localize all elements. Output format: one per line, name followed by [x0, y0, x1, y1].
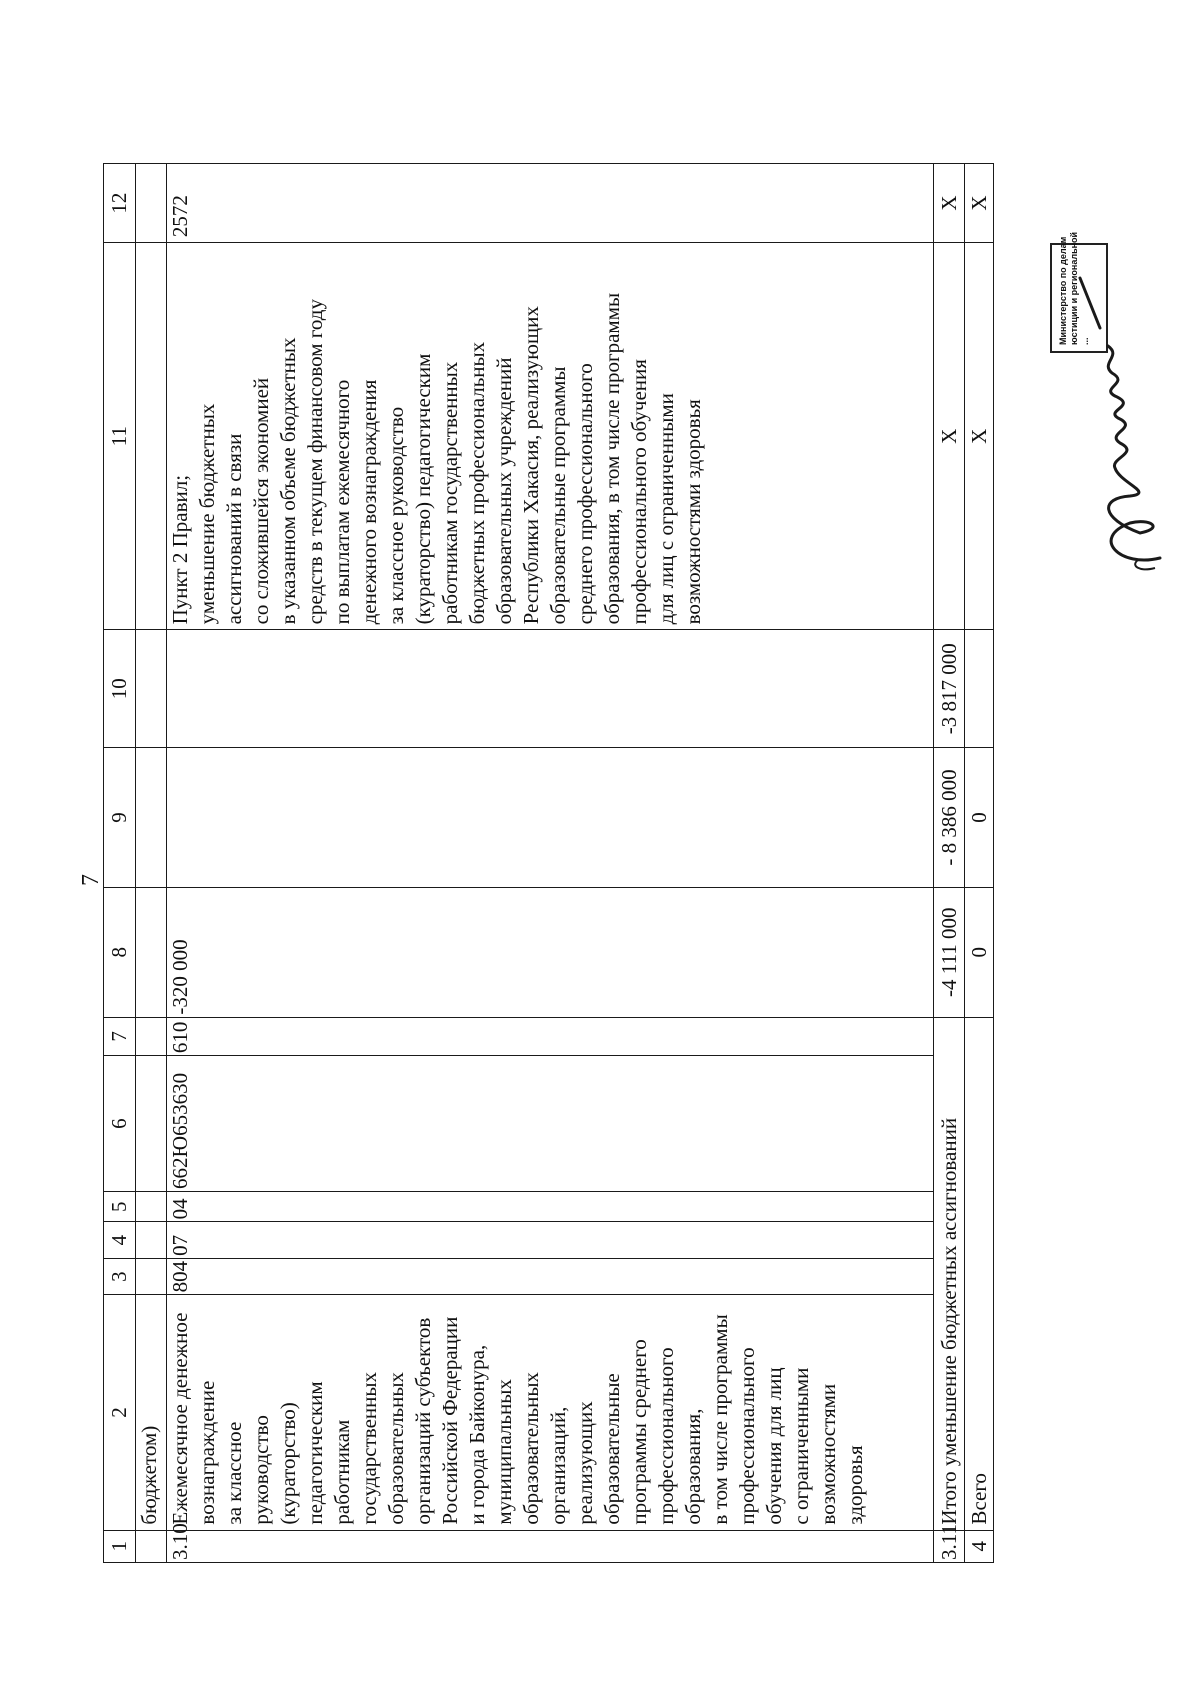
- change-basis: Пункт 2 Правил; уменьшение бюджетных ассигнований в связи со сложившейся экономией в указанном объеме бюджетных средств в текущем финансовом году по выплатам ежемесячного денежного вознаграждения за классное руководство (кураторство) педагогическим работникам государственных бюджетных профессиональных образовательных учреждений Республики Хакасия, реализующих образовательные программы среднего профессионального образования, в том числе программы профессионального обучения для лиц с ограниченными возможностями здоровья: [167, 243, 934, 630]
- target-article-code: 662Ю653630: [167, 1056, 934, 1192]
- section-code: 07: [167, 1222, 934, 1258]
- budget-table: [103, 163, 994, 1563]
- table-row-4: [965, 164, 994, 1563]
- cell: [136, 748, 167, 888]
- all-col10: [965, 630, 994, 748]
- header-cell: 1: [104, 1530, 136, 1562]
- continuation-text: бюджетом): [136, 1295, 167, 1530]
- expense-name: Ежемесячное денежное вознаграждение за классное руководство (кураторство) педагогическим работникам государственных образовательных организаций субъектов Российской Федерации и города Байконура, муниципальных образовательных организаций, реализующих образовательные программы среднего профессионального образования, в том числе программы профессионального обучения для лиц с ограниченными возможностями здоровья: [167, 1295, 934, 1530]
- col12-value: 2572: [167, 164, 934, 243]
- total-col11: X: [934, 243, 965, 630]
- total-col8: -4 111 000: [934, 887, 965, 1017]
- header-cell: 10: [104, 630, 136, 748]
- ministry-code: 804: [167, 1258, 934, 1294]
- expense-type-code: 610: [167, 1017, 934, 1056]
- cell: [136, 630, 167, 748]
- header-cell: 12: [104, 164, 136, 243]
- header-cell: 8: [104, 887, 136, 1017]
- all-label: Всего: [965, 1017, 994, 1530]
- handwritten-signature: [1060, 258, 1180, 578]
- table-row-3-11: [934, 164, 965, 1563]
- stamp-line: ...: [1080, 337, 1090, 345]
- total-col12: X: [934, 164, 965, 243]
- subsection-code: 04: [167, 1192, 934, 1222]
- total-col9: - 8 386 000: [934, 748, 965, 888]
- header-cell: 6: [104, 1056, 136, 1192]
- header-cell: 11: [104, 243, 136, 630]
- cell: [136, 1192, 167, 1222]
- row-number: 3.11: [934, 1530, 965, 1562]
- stamp-line: юстиции и региональной: [1069, 231, 1079, 345]
- table-row-3-10: [167, 164, 934, 1563]
- cell: [136, 243, 167, 630]
- cell: [136, 1056, 167, 1192]
- all-col8: 0: [965, 887, 994, 1017]
- header-cell: 7: [104, 1017, 136, 1056]
- header-row: [104, 164, 136, 1563]
- amount-col8: -320 000: [167, 887, 934, 1017]
- cell: [136, 1017, 167, 1056]
- amount-col9: [167, 748, 934, 888]
- page-number: 7: [78, 874, 104, 886]
- cell: [136, 887, 167, 1017]
- cell: [136, 1530, 167, 1562]
- header-cell: 3: [104, 1258, 136, 1294]
- cell: [136, 1258, 167, 1294]
- cell: [136, 1222, 167, 1258]
- all-col11: X: [965, 243, 994, 630]
- header-cell: 2: [104, 1295, 136, 1530]
- cell: [136, 164, 167, 243]
- all-col12: X: [965, 164, 994, 243]
- header-cell: 9: [104, 748, 136, 888]
- amount-col10: [167, 630, 934, 748]
- header-cell: 4: [104, 1222, 136, 1258]
- continuation-row: [136, 164, 167, 1563]
- row-number: 4: [965, 1530, 994, 1562]
- stamp-line: Министерство по делам: [1058, 236, 1068, 345]
- total-label: Итого уменьшение бюджетных ассигнований: [934, 1017, 965, 1530]
- total-col10: -3 817 000: [934, 630, 965, 748]
- all-col9: 0: [965, 748, 994, 888]
- header-cell: 5: [104, 1192, 136, 1222]
- row-number: 3.10: [167, 1530, 934, 1562]
